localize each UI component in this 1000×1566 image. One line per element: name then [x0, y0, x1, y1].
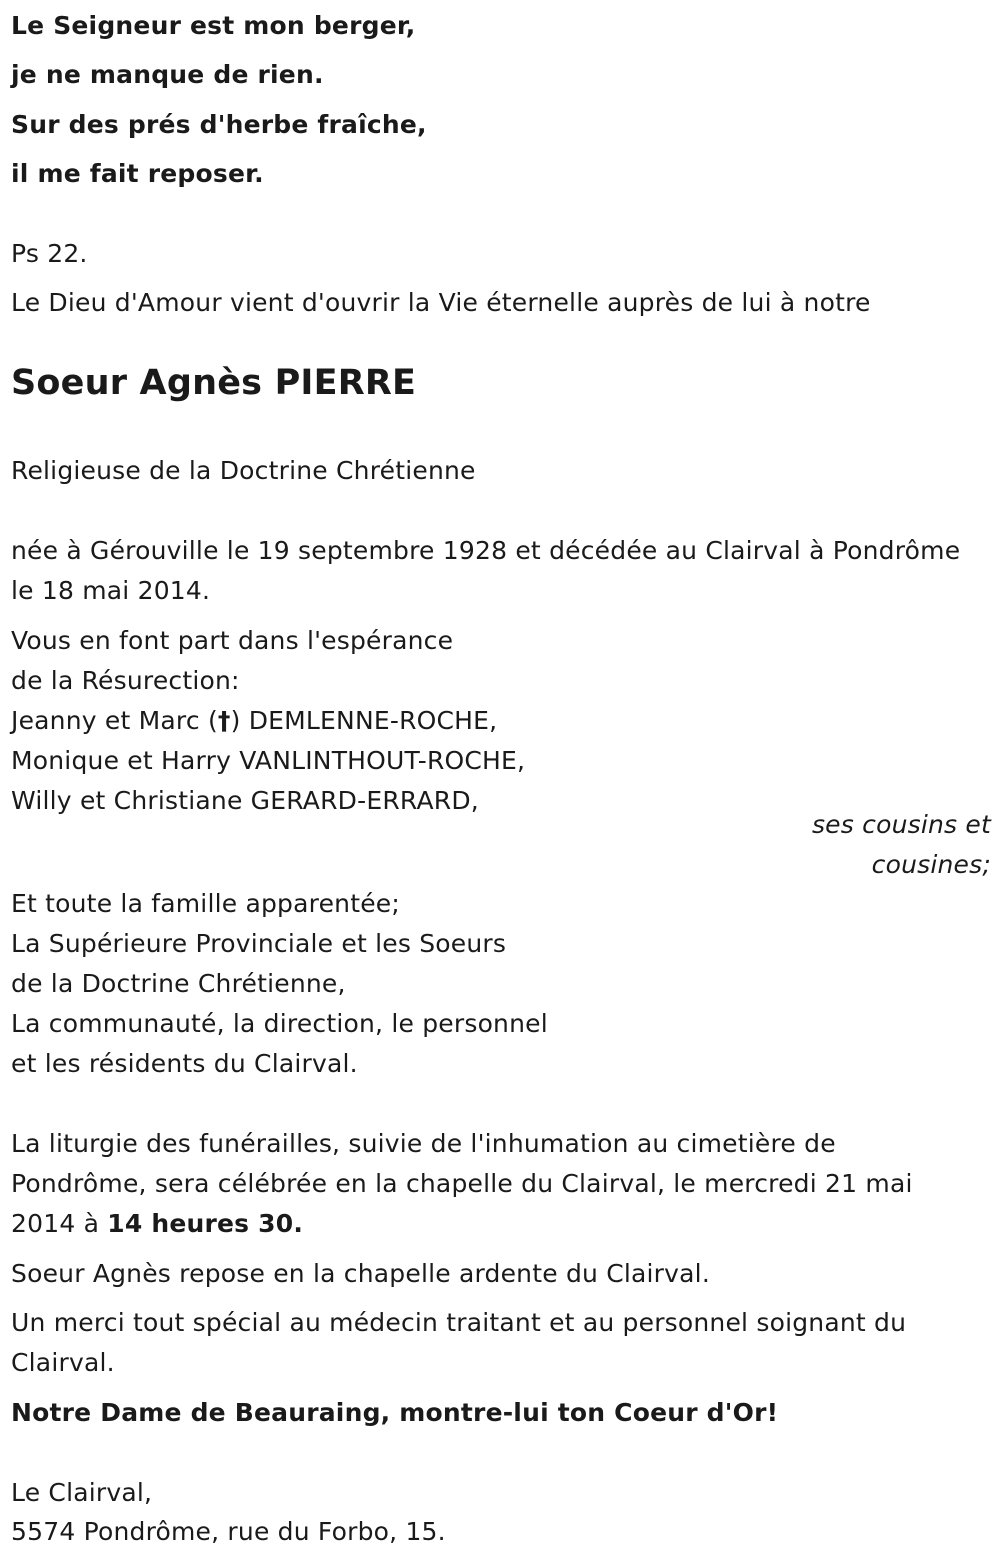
others-line-4: La communauté, la direction, le personnel — [11, 1009, 548, 1038]
cross-icon: † — [217, 706, 231, 735]
family-line-1 — [11, 705, 497, 737]
relation-line-2: cousines; — [871, 850, 991, 879]
funeral-time: 14 heures 30. — [107, 1209, 304, 1238]
others-line-1: Et toute la famille apparentée; — [11, 889, 400, 918]
family-line-1-after: ) DEMLENNE-ROCHE, — [230, 706, 498, 735]
closing-prayer: Notre Dame de Beauraing, montre-lui ton Coeur d'Or! — [11, 1398, 779, 1427]
others-line-2: La Supérieure Provinciale et les Soeurs — [11, 929, 507, 958]
deceased-role: Religieuse de la Doctrine Chrétienne — [11, 456, 476, 485]
repose-text: Soeur Agnès repose en la chapelle ardente du Clairval. — [11, 1259, 710, 1288]
funeral-line-3-before: 2014 à — [11, 1209, 108, 1238]
address-line-1: Le Clairval, — [11, 1478, 153, 1507]
deceased-name: Soeur Agnès PIERRE — [11, 363, 417, 403]
address-line-2: 5574 Pondrôme, rue du Forbo, 15. — [11, 1517, 446, 1546]
others-line-5: et les résidents du Clairval. — [11, 1049, 358, 1078]
psalm-line-1: Le Seigneur est mon berger, — [11, 11, 416, 40]
announcement-line-2: de la Résurection: — [11, 666, 240, 695]
family-line-3: Willy et Christiane GERARD-ERRARD, — [11, 786, 479, 815]
funeral-line-3 — [11, 1208, 303, 1240]
family-line-2: Monique et Harry VANLINTHOUT-ROCHE, — [11, 746, 526, 775]
funeral-line-1: La liturgie des funérailles, suivie de l'inhumation au cimetière de — [11, 1129, 836, 1158]
others-line-3: de la Doctrine Chrétienne, — [11, 969, 346, 998]
relation-line-1: ses cousins et — [811, 810, 991, 839]
thanks-line-2: Clairval. — [11, 1348, 115, 1377]
thanks-line-1: Un merci tout spécial au médecin traitant et au personnel soignant du — [11, 1308, 907, 1337]
funeral-line-2: Pondrôme, sera célébrée en la chapelle du Clairval, le mercredi 21 mai — [11, 1169, 913, 1198]
birth-death-line-2: le 18 mai 2014. — [11, 576, 211, 605]
family-line-1-before: Jeanny et Marc ( — [11, 706, 218, 735]
announcement-line-1: Vous en font part dans l'espérance — [11, 626, 454, 655]
intro-text: Le Dieu d'Amour vient d'ouvrir la Vie éternelle auprès de lui à notre — [11, 288, 871, 317]
psalm-line-3: Sur des prés d'herbe fraîche, — [11, 110, 427, 139]
psalm-line-4: il me fait reposer. — [11, 159, 264, 188]
birth-death-line-1: née à Gérouville le 19 septembre 1928 et décédée au Clairval à Pondrôme — [11, 536, 961, 565]
psalm-line-2: je ne manque de rien. — [11, 60, 324, 89]
psalm-reference: Ps 22. — [11, 239, 88, 268]
